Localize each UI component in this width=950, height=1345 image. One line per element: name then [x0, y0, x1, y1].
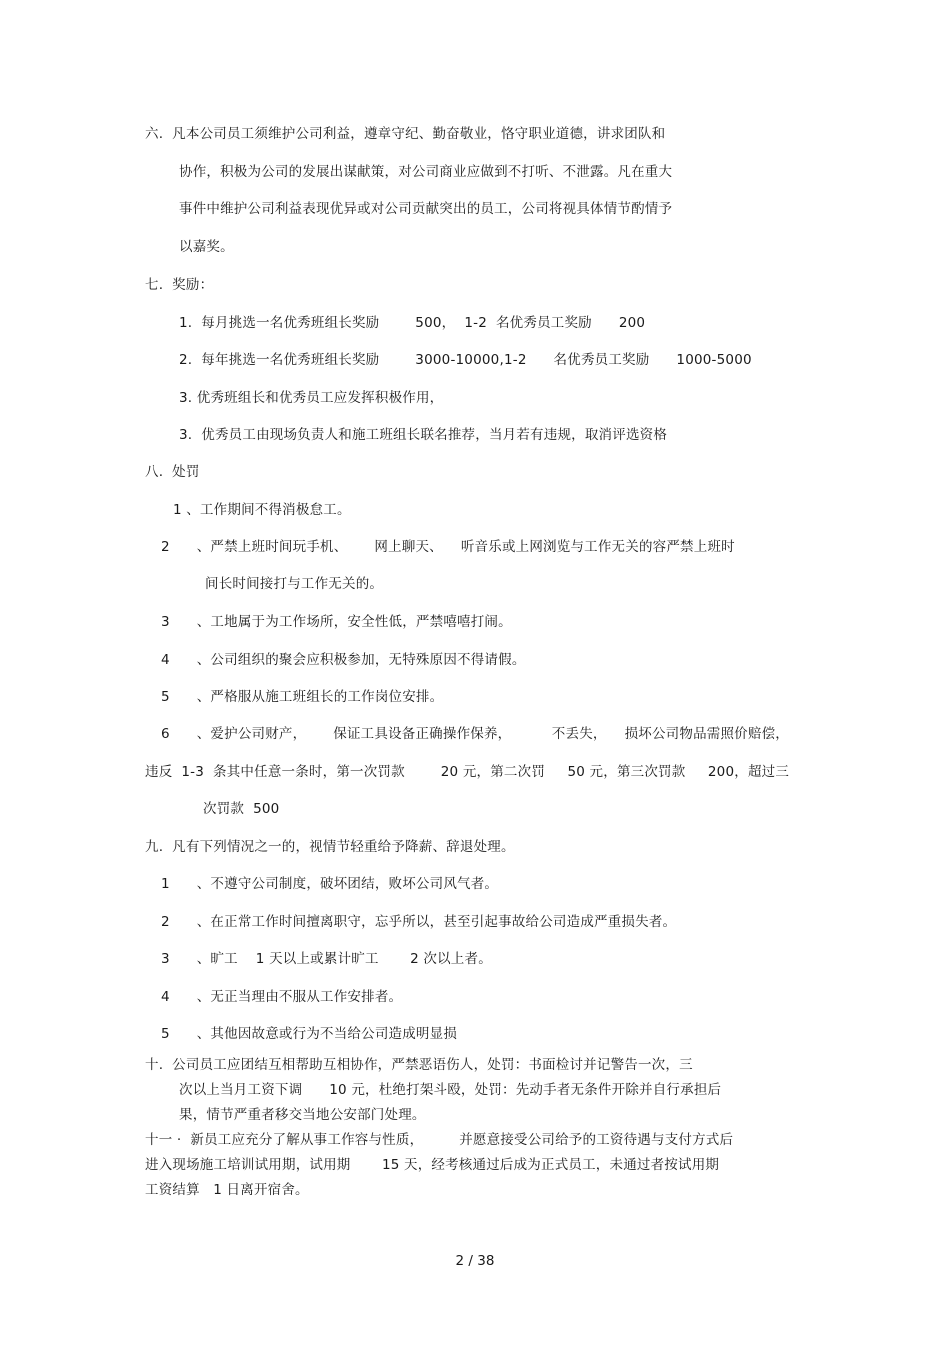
reward-item-3b: 3. 优秀员工由现场负责人和施工班组长联名推荐，当月若有违规，取消评选资格 [179, 427, 668, 443]
dismissal-item-1: 1 、不遵守公司制度，破坏团结，败坏公司风气者。 [161, 876, 499, 892]
clause-10-line-1: 十. 公司员工应团结互相帮助互相协作，严禁恶语伤人，处罚：书面检讨并记警告一次，三 [145, 1057, 693, 1073]
dismissal-item-2: 2 、在正常工作时间擅离职守，忘乎所以，甚至引起事故给公司造成严重损失者。 [161, 914, 677, 930]
clause-11-line-1: 十一 · 新员工应充分了解从事工作容与性质， 并愿意接受公司给予的工资待遇与支付方式后 [145, 1132, 734, 1148]
penalty-fine-line-1: 违反 1-3 条其中任意一条时，第一次罚款 20 元，第二次罚 50 元，第三次罚款 200，超过三 [145, 764, 790, 780]
dismissal-item-5: 5 、其他因故意或行为不当给公司造成明显损 [161, 1026, 458, 1042]
clause-9-heading: 九. 凡有下列情况之一的，视情节轻重给予降薪、辞退处理。 [145, 839, 515, 855]
penalty-fine-line-2: 次罚款 500 [203, 801, 280, 817]
reward-item-1: 1. 每月挑选一名优秀班组长奖励 500， 1-2 名优秀员工奖励 200 [179, 315, 646, 331]
clause-11-line-3: 工资结算 1 日离开宿舍。 [145, 1182, 309, 1198]
penalty-item-1: 1 、工作期间不得消极怠工。 [173, 502, 351, 518]
clause-6-line-3: 事件中维护公司利益表现优异或对公司贡献突出的员工，公司将视具体情节酌情予 [179, 201, 673, 217]
clause-10-line-2: 次以上当月工资下调 10 元，杜绝打架斗殴，处罚：先动手者无条件开除并自行承担后 [179, 1082, 722, 1098]
clause-11-line-2: 进入现场施工培训试用期，试用期 15 天，经考核通过后成为正式员工，未通过者按试用期 [145, 1157, 720, 1173]
clause-6-line-1: 六. 凡本公司员工须维护公司利益，遵章守纪、勤奋敬业，恪守职业道德，讲求团队和 [145, 126, 666, 142]
penalty-item-4: 4 、公司组织的聚会应积极参加，无特殊原因不得请假。 [161, 652, 526, 668]
reward-item-2: 2. 每年挑选一名优秀班组长奖励 3000-10000,1-2 名优秀员工奖励 1000-5000 [179, 352, 752, 368]
clause-6-line-2: 协作，积极为公司的发展出谋献策，对公司商业应做到不打听、不泄露。凡在重大 [179, 164, 673, 180]
penalty-item-2-cont: 间长时间接打与工作无关的。 [205, 576, 384, 592]
dismissal-item-3: 3 、旷工 1 天以上或累计旷工 2 次以上者。 [161, 951, 492, 967]
dismissal-item-4: 4 、无正当理由不服从工作安排者。 [161, 989, 403, 1005]
penalty-item-6: 6 、爱护公司财产， 保证工具设备正确操作保养， 不丢失， 损坏公司物品需照价赔偿， [161, 726, 789, 742]
clause-8-heading: 八. 处罚 [145, 464, 200, 480]
penalty-item-2: 2 、严禁上班时间玩手机、 网上聊天、 听音乐或上网浏览与工作无关的容严禁上班时 [161, 539, 735, 555]
clause-7-heading: 七. 奖励： [145, 277, 214, 293]
penalty-item-3: 3 、工地属于为工作场所，安全性低，严禁嘻嘻打闹。 [161, 614, 512, 630]
page-number: 2 / 38 [455, 1253, 495, 1269]
clause-10-line-3: 果，情节严重者移交当地公安部门处理。 [179, 1107, 426, 1123]
clause-6-line-4: 以嘉奖。 [179, 239, 234, 255]
penalty-item-5: 5 、严格服从施工班组长的工作岗位安排。 [161, 689, 444, 705]
reward-item-3a: 3. 优秀班组长和优秀员工应发挥积极作用， [179, 390, 444, 406]
